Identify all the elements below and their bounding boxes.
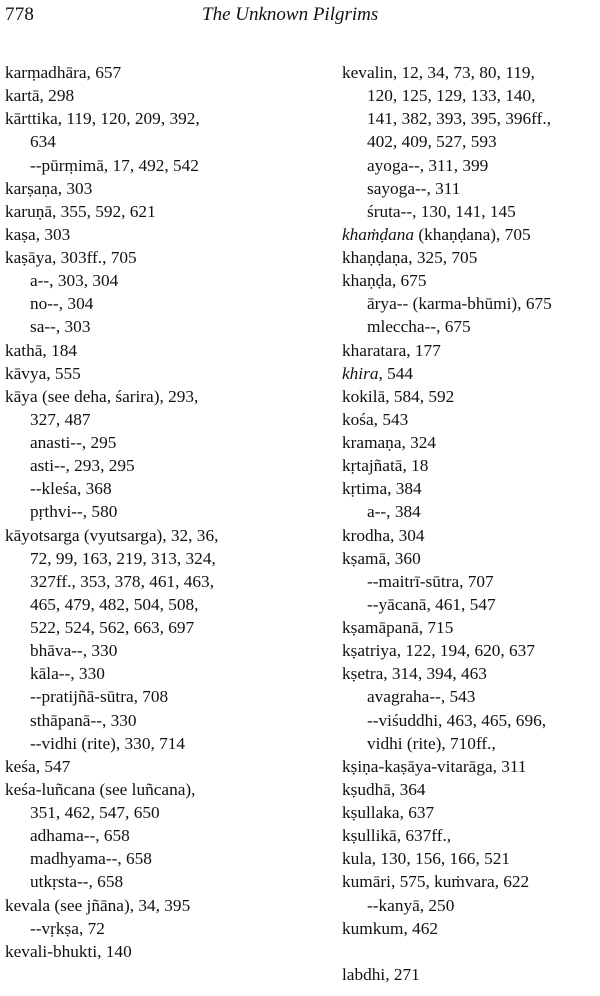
italic-term: khaṁḍana	[342, 224, 414, 244]
entry-text: 522, 524, 562, 663, 697	[30, 618, 195, 637]
entry-text: sthāpanā--, 330	[30, 710, 137, 730]
index-entry	[342, 385, 600, 408]
index-subentry	[5, 269, 325, 292]
index-entry	[5, 84, 325, 107]
entry-text: 465, 479, 482, 504, 508,	[30, 594, 199, 614]
entry-text: a--, 303, 304	[30, 271, 119, 291]
index-entry	[342, 662, 600, 685]
index-entry	[342, 339, 600, 362]
index-entry	[5, 362, 325, 385]
index-subentry	[5, 801, 325, 824]
index-subentry	[5, 732, 325, 755]
index-subentry	[342, 593, 600, 616]
index-entry	[342, 616, 600, 639]
index-entry	[5, 755, 325, 778]
index-subentry	[5, 639, 325, 662]
index-subentry	[342, 570, 600, 593]
entry-text: --maitrī-sūtra, 707	[367, 571, 494, 591]
index-gap	[342, 940, 600, 963]
entry-text: 327ff., 353, 378, 461, 463,	[30, 571, 215, 591]
index-subentry	[5, 315, 325, 338]
index-subentry	[342, 177, 600, 200]
index-column-right	[342, 61, 600, 986]
entry-text: 402, 409, 527, 593	[367, 132, 497, 152]
entry-text: kṣullaka, 637	[342, 803, 435, 822]
entry-text: kaṣa, 303	[5, 224, 71, 244]
index-entry	[342, 246, 600, 269]
index-entry	[342, 917, 600, 940]
entry-text: --pūrṃimā, 17, 492, 542	[30, 155, 199, 175]
index-entry	[342, 639, 600, 662]
index-subentry	[5, 685, 325, 708]
entry-text: kevalin, 12, 34, 73, 80, 119,	[342, 63, 535, 82]
entry-text: vidhi (rite), 710ff.,	[367, 733, 496, 753]
index-entry	[342, 431, 600, 454]
index-subentry	[5, 154, 325, 177]
index-subentry	[5, 292, 325, 315]
entry-text: madhyama--, 658	[30, 849, 152, 869]
index-subentry	[5, 616, 325, 639]
entry-text: kāyotsarga (vyutsarga), 32, 36,	[5, 525, 219, 545]
entry-text: kṛtima, 384	[342, 479, 422, 499]
entry-text: krodha, 304	[342, 525, 425, 545]
entry-text: kevala (see jñāna), 34, 395	[5, 895, 191, 915]
entry-text: kāvya, 555	[5, 363, 81, 383]
index-subentry	[342, 685, 600, 708]
index-entry	[5, 246, 325, 269]
entry-text: --vidhi (rite), 330, 714	[30, 733, 186, 753]
entry-text: kevali-bhukti, 140	[5, 941, 132, 961]
entry-text: kumāri, 575, kuṁvara, 622	[342, 872, 530, 892]
index-entry	[342, 847, 600, 870]
index-entry	[342, 454, 600, 477]
entry-text: kṣetra, 314, 394, 463	[342, 664, 487, 684]
entry-text: --yācanā, 461, 547	[367, 594, 496, 614]
entry-text: pṛthvi--, 580	[30, 502, 118, 522]
index-subentry	[5, 847, 325, 870]
entry-text: --kanyā, 250	[367, 895, 455, 915]
index-subentry	[342, 500, 600, 523]
index-subentry	[5, 570, 325, 593]
index-entry	[342, 755, 600, 778]
index-entry	[5, 223, 325, 246]
entry-text: kṣudhā, 364	[342, 779, 426, 799]
entry-text: bhāva--, 330	[30, 641, 118, 661]
index-entry	[342, 362, 600, 385]
index-entry	[342, 61, 600, 84]
entry-text: ārya-- (karma-bhūmi), 675	[367, 294, 552, 314]
entry-text: kartā, 298	[5, 86, 75, 106]
entry-text: asti--, 293, 295	[30, 456, 135, 476]
index-subentry	[342, 315, 600, 338]
entry-text: , 544	[378, 363, 414, 383]
index-entry	[342, 477, 600, 500]
entry-text: 72, 99, 163, 219, 313, 324,	[30, 548, 216, 568]
index-entry	[5, 524, 325, 547]
index-subentry	[342, 894, 600, 917]
entry-text: khaṇḍa, 675	[342, 271, 427, 291]
entry-text: karuṇā, 355, 592, 621	[5, 201, 156, 221]
index-subentry	[5, 662, 325, 685]
entry-text: --pratijñā-sūtra, 708	[30, 687, 169, 707]
index-subentry	[342, 84, 600, 107]
entry-text: kṣamāpanā, 715	[342, 618, 454, 637]
entry-text: kośa, 543	[342, 409, 409, 429]
index-entry	[342, 547, 600, 570]
index-entry	[342, 963, 600, 986]
entry-text: --vṛkṣa, 72	[30, 918, 105, 938]
index-entry	[5, 177, 325, 200]
entry-text: avagraha--, 543	[367, 687, 476, 707]
entry-text: ayoga--, 311, 399	[367, 155, 489, 175]
index-subentry	[342, 130, 600, 153]
index-subentry	[5, 477, 325, 500]
index-entry	[5, 61, 325, 84]
page-number: 778	[5, 4, 35, 25]
entry-text: keśa, 547	[5, 756, 71, 776]
index-entry	[342, 408, 600, 431]
index-entry	[342, 778, 600, 801]
index-entry	[5, 778, 325, 801]
entry-text: --viśuddhi, 463, 465, 696,	[367, 710, 547, 730]
entry-text: anasti--, 295	[30, 433, 117, 452]
index-entry	[342, 223, 600, 246]
entry-text: karṣaṇa, 303	[5, 178, 93, 198]
entry-text: kathā, 184	[5, 340, 77, 360]
entry-text: 634	[30, 132, 56, 152]
entry-text: 141, 382, 393, 395, 396ff.,	[367, 109, 552, 129]
entry-text: kāla--, 330	[30, 664, 105, 684]
index-entry	[5, 940, 325, 963]
index-subentry	[5, 870, 325, 893]
index-subentry	[5, 454, 325, 477]
italic-term: khira	[342, 363, 379, 383]
entry-text: kharatara, 177	[342, 340, 441, 360]
index-subentry	[342, 709, 600, 732]
entry-text: kārttika, 119, 120, 209, 392,	[5, 109, 200, 129]
entry-text: 327, 487	[30, 409, 91, 429]
index-subentry	[5, 824, 325, 847]
index-subentry	[342, 200, 600, 223]
entry-text: adhama--, 658	[30, 826, 130, 846]
index-subentry	[5, 709, 325, 732]
index-subentry	[5, 547, 325, 570]
entry-text: kaṣāya, 303ff., 705	[5, 248, 137, 267]
entry-text: kṛtajñatā, 18	[342, 456, 429, 476]
entry-text: karṃadhāra, 657	[5, 63, 122, 82]
entry-text: kāya (see deha, śarira), 293,	[5, 386, 199, 406]
entry-text: khaṇḍaṇa, 325, 705	[342, 248, 478, 267]
index-entry	[342, 870, 600, 893]
index-subentry	[342, 292, 600, 315]
index-entry	[5, 339, 325, 362]
entry-text: kṣullikā, 637ff.,	[342, 826, 452, 846]
index-subentry	[342, 107, 600, 130]
index-subentry	[5, 408, 325, 431]
entry-text: mleccha--, 675	[367, 317, 471, 337]
entry-text: kṣatriya, 122, 194, 620, 637	[342, 641, 535, 661]
entry-text: utkṛsta--, 658	[30, 872, 124, 892]
entry-text: keśa-luñcana (see luñcana),	[5, 779, 196, 799]
index-subentry	[5, 593, 325, 616]
index-entry	[342, 801, 600, 824]
index-subentry	[5, 500, 325, 523]
index-entry	[342, 269, 600, 292]
index-entry	[5, 385, 325, 408]
entry-text: a--, 384	[367, 502, 421, 522]
entry-text: kṣiṇa-kaṣāya-vitarāga, 311	[342, 756, 527, 776]
entry-text: labdhi, 271	[342, 964, 420, 984]
entry-text: kula, 130, 156, 166, 521	[342, 849, 511, 869]
running-head: The Unknown Pilgrims	[202, 4, 379, 25]
index-subentry	[5, 917, 325, 940]
entry-text: kumkum, 462	[342, 918, 439, 938]
entry-text: --kleśa, 368	[30, 479, 112, 499]
index-entry	[5, 107, 325, 130]
index-subentry	[5, 130, 325, 153]
entry-text: sayoga--, 311	[367, 178, 461, 198]
entry-text: 120, 125, 129, 133, 140,	[367, 86, 536, 106]
entry-text: 351, 462, 547, 650	[30, 803, 160, 822]
index-subentry	[342, 732, 600, 755]
index-entry	[5, 200, 325, 223]
entry-text: kramaṇa, 324	[342, 433, 437, 452]
index-column-left	[5, 61, 325, 963]
entry-text: śruta--, 130, 141, 145	[367, 201, 516, 221]
entry-text: (khaṇḍana), 705	[414, 224, 531, 244]
entry-text: kokilā, 584, 592	[342, 386, 455, 406]
index-subentry	[5, 431, 325, 454]
index-entry	[5, 894, 325, 917]
entry-text: kṣamā, 360	[342, 548, 421, 568]
index-entry	[342, 824, 600, 847]
entry-text: sa--, 303	[30, 317, 91, 337]
entry-text: no--, 304	[30, 294, 94, 314]
index-entry	[342, 524, 600, 547]
index-subentry	[342, 154, 600, 177]
